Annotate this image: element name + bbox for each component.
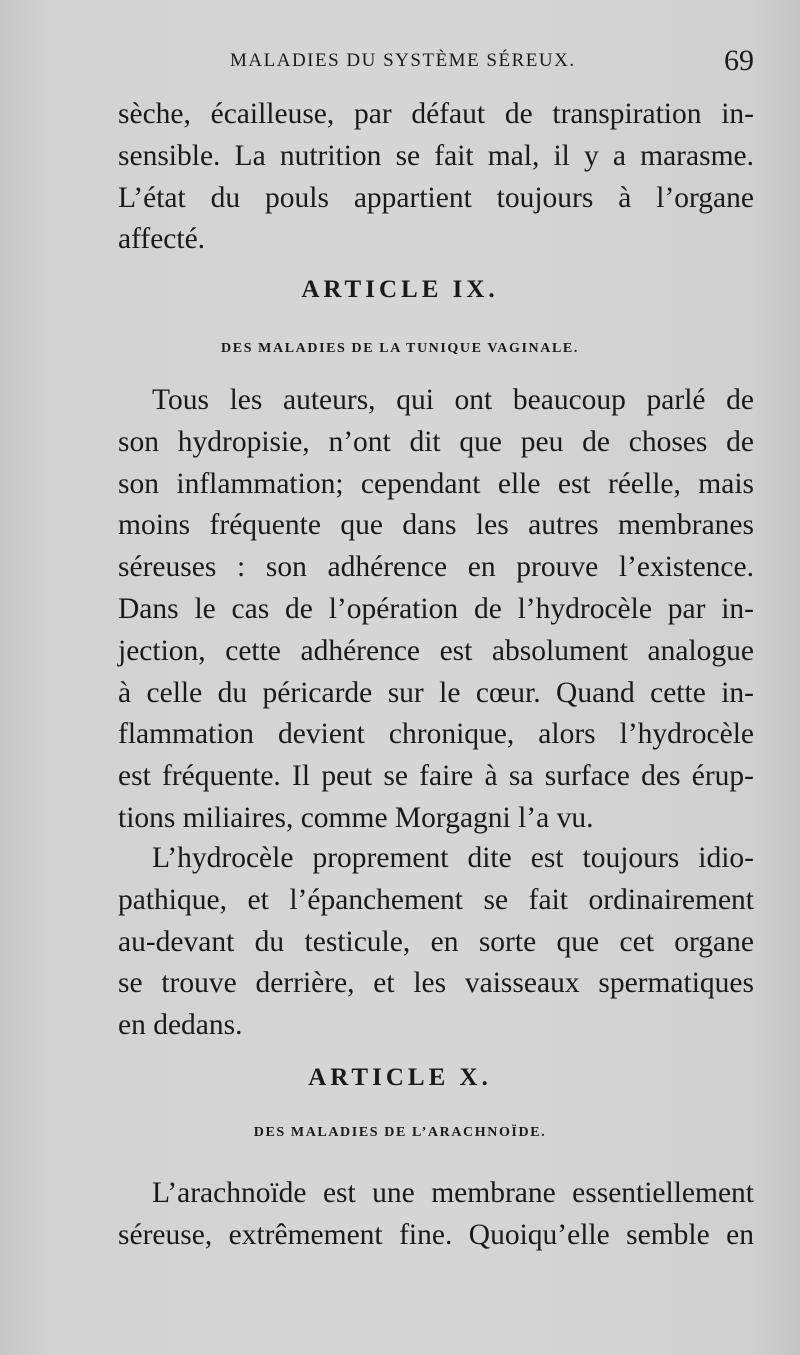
article-subtitle: DES MALADIES DE L’ARACHNOÏDE. [253,1125,547,1140]
text-line: tions miliaires, comme Morgagni l’a vu. [118,801,594,834]
text-line: Tous les auteurs, qui ont beaucoup parlé de [152,384,754,416]
paragraph-continuation [118,94,754,261]
text-line: est fréquente. Il peut se faire à sa surface des érup- [118,760,754,793]
text-line: séreuse, extrêmement fine. Quoiqu’elle semble en [118,1218,754,1251]
text-line: L’état du pouls appartient toujours à l’organe [118,181,754,214]
page-header [118,44,758,84]
text-line: au-devant du testicule, en sorte que cet organe [118,925,754,958]
text-line: flammation devient chronique, alors l’hydrocèle [118,718,754,751]
text-line: L’hydrocèle proprement dite est toujours idio- [152,842,754,874]
text-line: moins fréquente que dans les autres membranes [118,509,754,542]
text-line: affecté. [118,223,206,256]
paragraph-hydrocele [118,838,754,1047]
text-line: jection, cette adhérence est absolument analogue [118,634,754,667]
running-title: MALADIES DU SYSTÈME SÉREUX. [230,50,576,71]
article-subtitle: DES MALADIES DE LA TUNIQUE VAGINALE. [221,341,579,356]
text-line: son inflammation; cependant elle est réelle, mais [118,467,754,500]
text-line: séreuses : son adhérence en prouve l’existence. [118,551,754,584]
text-line: pathique, et l’épanchement se fait ordinairement [118,883,754,916]
page-number: 69 [724,44,754,77]
text-line: à celle du péricarde sur le cœur. Quand cette in- [118,676,754,709]
text-line: Dans le cas de l’opération de l’hydrocèle par in- [118,592,754,625]
article-heading: ARTICLE X. [308,1064,492,1091]
text-line: se trouve derrière, et les vaisseaux spermatiques [118,967,754,1000]
text-line: en dedans. [118,1009,243,1042]
text-line: sèche, écailleuse, par défaut de transpiration in- [118,98,754,130]
paragraph-arachnoide [118,1173,754,1257]
text-line: sensible. La nutrition se fait mal, il y a marasme. [118,139,754,172]
text-line: son hydropisie, n’ont dit que peu de choses de [118,425,754,458]
paragraph-tunique-vaginale [118,380,754,840]
text-line: L’arachnoïde est une membrane essentiellement [152,1177,754,1209]
article-heading: ARTICLE IX. [301,276,499,303]
